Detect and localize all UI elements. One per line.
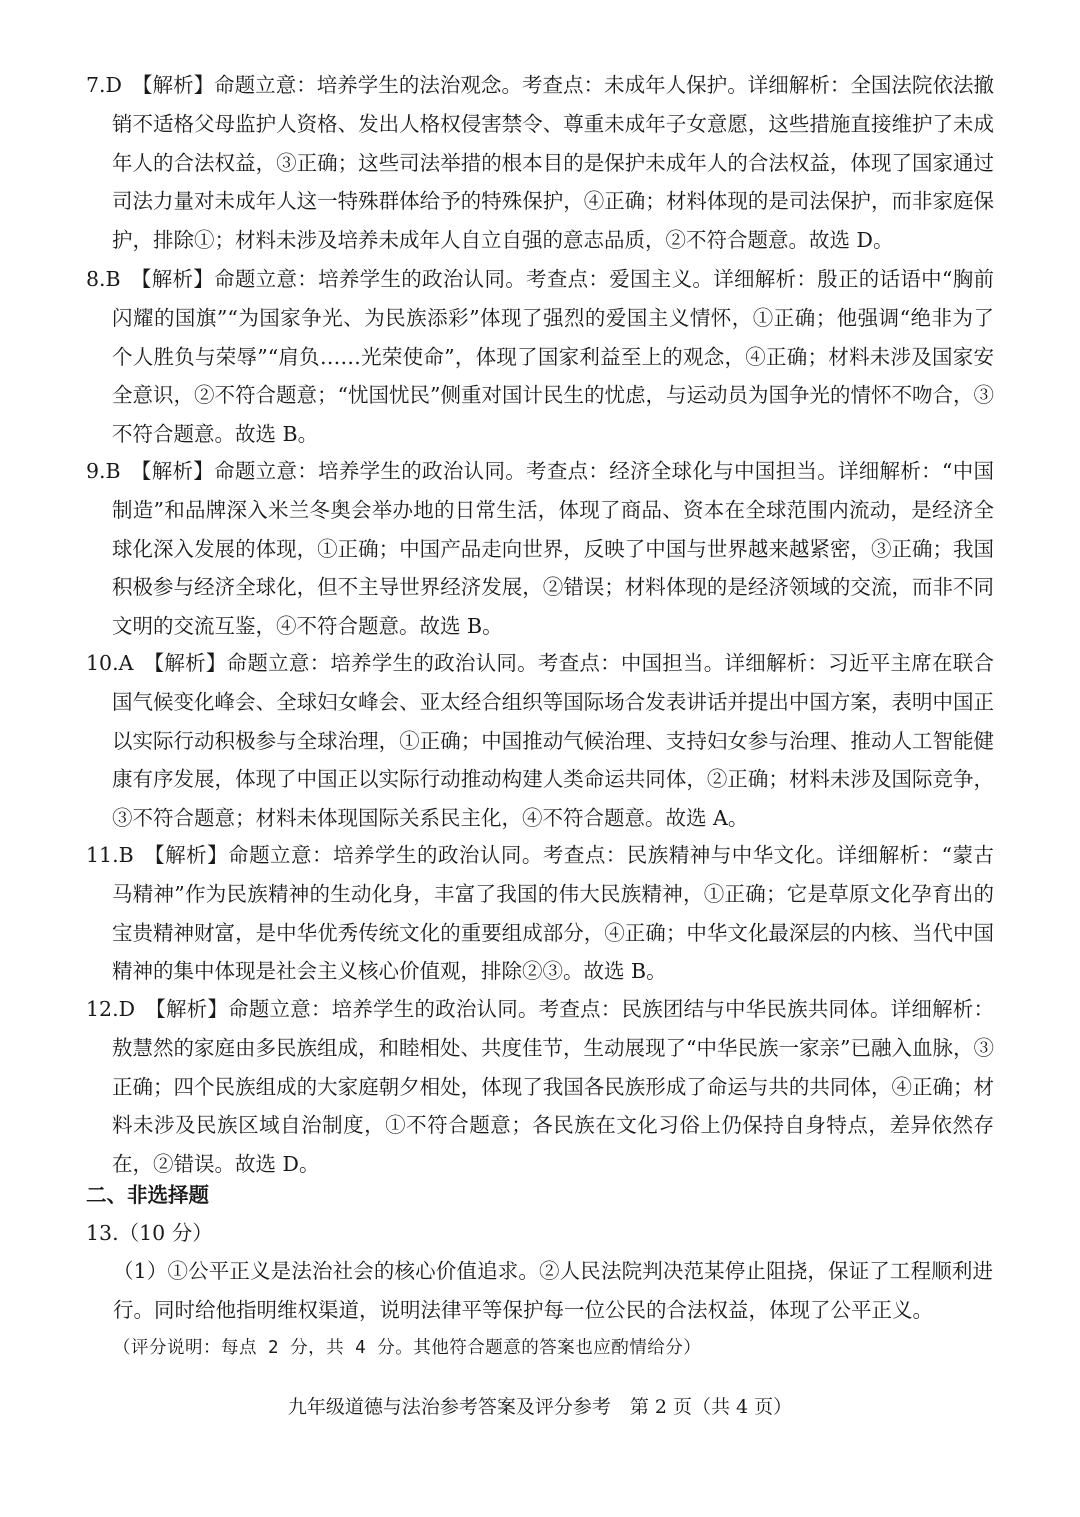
- analysis-text: 命题立意：培养学生的法治观念。考查点：未成年人保护。详细解析：全国法院依法撤销不适格父母监护人资格、发出人格权侵害禁令、尊重未成年子女意愿，这些措施直接维护了未成年人的合法权益，③正确；这些司法举措的根本目的是保护未成年人的合法权益，体现了国家通过司法力量对未成年人这一特殊群体给予的特殊保护，④正确；材料体现的是司法保护，而非家庭保护，排除①；材料未涉及培养未成年人自立自强的意志品质，②不符合题意。故选 D。: [112, 73, 995, 253]
- answer-item-9: [86, 452, 994, 646]
- scoring-note: （评分说明：每点 2 分，共 4 分。其他符合题意的答案也应酌情给分）: [113, 1338, 702, 1358]
- item-number: 8.B: [86, 267, 121, 291]
- question-13-answer: （1）①公平正义是法治社会的核心价值追求。②人民法院判决范某停止阻挠，保证了工程顺利进行。同时给他指明维权渠道，说明法律平等保护每一位公民的合法权益，体现了公平正义。: [113, 1259, 993, 1322]
- answer-item-11: [86, 836, 994, 991]
- analysis-text: 命题立意：培养学生的政治认同。考查点：民族精神与中华文化。详细解析：“蒙古马精神”作为民族精神的生动化身，丰富了我国的伟大民族精神，①正确；它是草原文化孕育出的宝贵精神财富，是中华优秀传统文化的重要组成部分，④正确；中华文化最深层的内核、当代中国精神的集中体现是社会主义核心价值观，排除②③。故选 B。: [112, 843, 994, 984]
- item-number: 12.D: [86, 997, 136, 1021]
- analysis-text: 命题立意：培养学生的政治认同。考查点：中国担当。详细解析：习近平主席在联合国气候变化峰会、全球妇女峰会、亚太经合组织等国际场合发表讲话并提出中国方案，表明中国正以实际行动积极参与全球治理，①正确；中国推动气候治理、支持妇女参与治理、推动人工智能健康有序发展，体现了中国正以实际行动推动构建人类命运共同体，②正确；材料未涉及国际竞争，③不符合题意；材料未体现国际关系民主化，④不符合题意。故选 A。: [112, 651, 995, 831]
- item-number: 11.B: [86, 843, 134, 867]
- analysis-tag: 【解析】: [145, 997, 229, 1021]
- analysis-tag: 【解析】: [143, 843, 229, 867]
- answer-item-7: [86, 66, 994, 260]
- answer-item-10: [86, 644, 994, 838]
- answer-item-12: [86, 990, 994, 1184]
- analysis-tag: 【解析】: [130, 267, 215, 291]
- analysis-tag: 【解析】: [132, 73, 215, 97]
- analysis-text: 命题立意：培养学生的政治认同。考查点：经济全球化与中国担当。详细解析：“中国制造”和品牌深入米兰冬奥会举办地的日常生活，体现了商品、资本在全球范围内流动，是经济全球化深入发展的体现，①正确；中国产品走向世界，反映了中国与世界越来越紧密，③正确；我国积极参与经济全球化，但不主导世界经济发展，②错误；材料体现的是经济领域的交流，而非不同文明的交流互鉴，④不符合题意。故选 B。: [112, 459, 995, 639]
- answer-item-8: [86, 260, 994, 454]
- analysis-tag: 【解析】: [143, 651, 227, 675]
- section-heading: 二、非选择题: [86, 1183, 209, 1207]
- item-number: 9.B: [86, 459, 121, 483]
- analysis-text: 命题立意：培养学生的政治认同。考查点：爱国主义。详细解析：殷正的话语中“胸前闪耀的国旗”“为国家争光、为民族添彩”体现了强烈的爱国主义情怀，①正确；他强调“绝非为了个人胜负与荣辱”“肩负……光荣使命”，体现了国家利益至上的观念，④正确；材料未涉及国家安全意识，②不符合题意；“忧国忧民”侧重对国计民生的忧虑，与运动员为国争光的情怀不吻合，③不符合题意。故选 B。: [112, 267, 995, 447]
- analysis-text: 命题立意：培养学生的政治认同。考查点：民族团结与中华民族共同体。详细解析：敖慧然的家庭由多民族组成，和睦相处、共度佳节，生动展现了“中华民族一家亲”已融入血脉，③正确；四个民族组成的大家庭朝夕相处，体现了我国各民族形成了命运与共的共同体，④正确；材料未涉及民族区域自治制度，①不符合题意；各民族在文化习俗上仍保持自身特点，差异依然存在，②错误。故选 D。: [112, 997, 994, 1177]
- page-footer: 九年级道德与法治参考答案及评分参考 第 2 页（共 4 页）: [287, 1396, 793, 1418]
- item-number: 10.A: [86, 651, 134, 675]
- analysis-tag: 【解析】: [130, 459, 215, 483]
- question-13-header: 13.（10 分）: [86, 1221, 213, 1245]
- item-number: 7.D: [86, 73, 122, 97]
